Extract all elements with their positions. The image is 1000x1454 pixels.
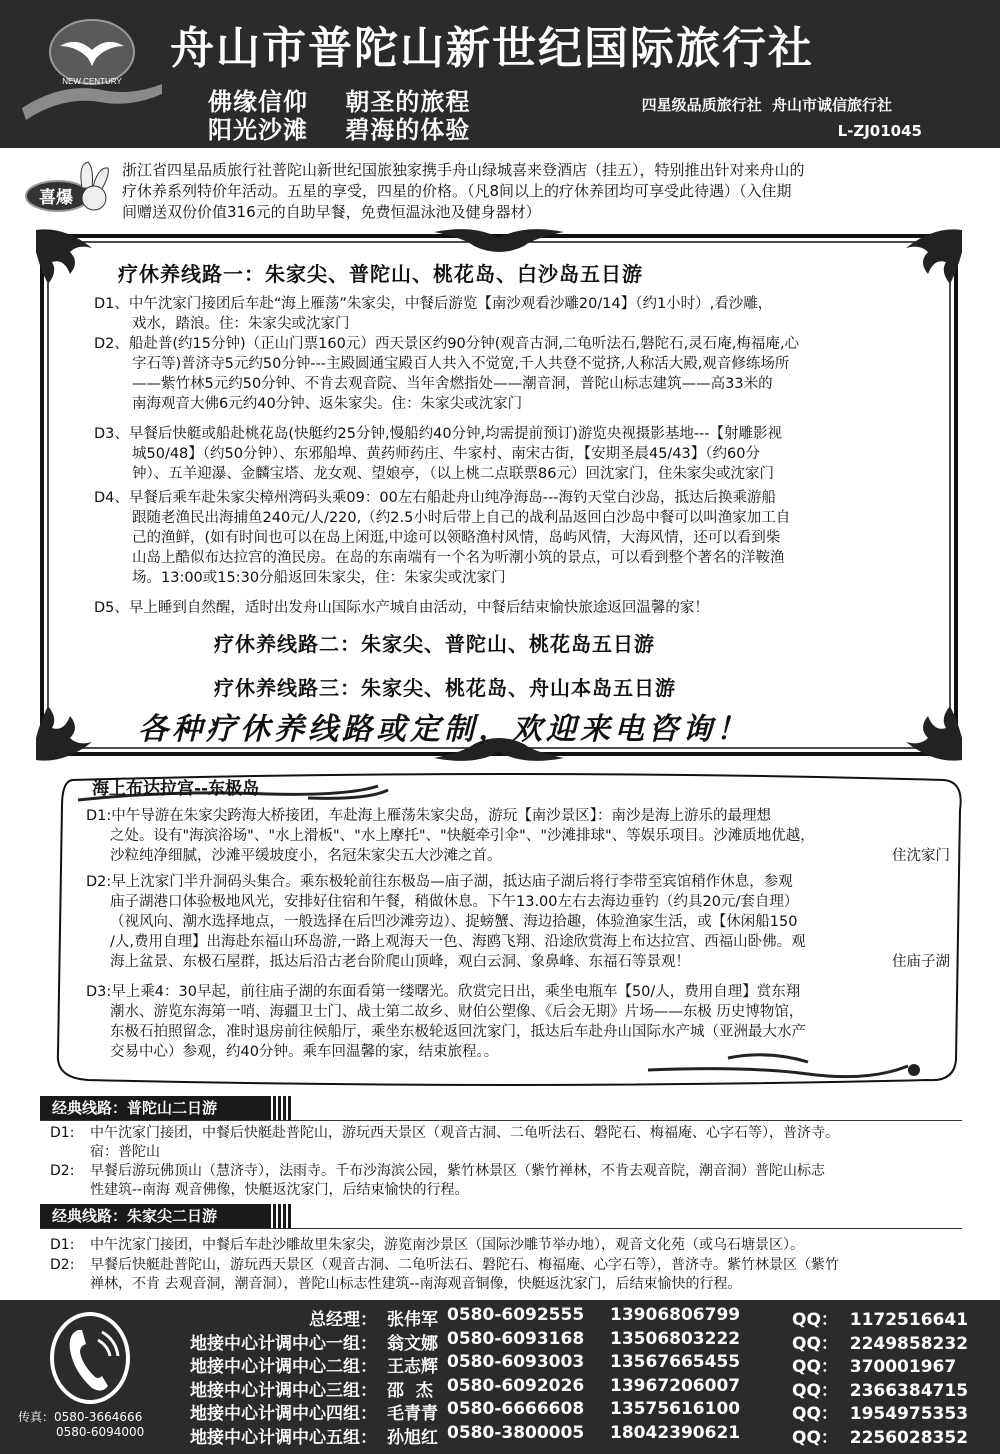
- contact-role: 总经理：: [309, 1310, 377, 1330]
- contact-phone: 0580-6093003: [447, 1352, 585, 1373]
- day-text: 早上乘4：30早起，前往庙子湖的东面看第一缕曙光。欣赏完日出，乘坐电瓶车【50/人，费用自理】赏东翔: [111, 984, 801, 1000]
- contact-phone: 0580-6092026: [447, 1375, 585, 1396]
- potala-day3: [86, 982, 806, 1062]
- fax-info: [18, 1410, 144, 1440]
- day-label: D5、: [94, 600, 129, 616]
- day-label: D2:: [50, 1163, 75, 1179]
- day-label: D1:: [50, 1237, 75, 1253]
- contact-role: 地接中心计调中心二组：: [190, 1357, 377, 1378]
- contact-role: 地接中心计调中心一组：: [190, 1333, 377, 1354]
- day-text: 早上沈家门半升洞码头集合。乘东极轮前往东极岛—庙子湖，抵达庙子湖后将行李带至宾馆稍作休息，参观: [111, 874, 793, 890]
- contact-name: 王志辉: [387, 1357, 438, 1378]
- slogan: [208, 88, 470, 144]
- potala-title: 海上布达拉宫--东极岛: [92, 779, 260, 799]
- intro-line: 间赠送双份价值316元的自助早餐，免费恒温泳池及健身器材）: [122, 203, 541, 221]
- classic1-title-bar: [40, 1096, 290, 1120]
- fax-number-2: 0580-6094000: [56, 1425, 145, 1439]
- day-label: D1:: [50, 1125, 75, 1141]
- intro-line: 浙江省四星品质旅行社普陀山新世纪国旅独家携手舟山绿城喜来登酒店（挂五），特别推出针对来舟山的: [122, 161, 805, 179]
- bird-logo-icon: [22, 12, 162, 122]
- fax-number-1: 0580-3664666: [54, 1410, 143, 1424]
- contact-mobile: 13575616100: [610, 1399, 741, 1420]
- day-label: D4、: [94, 490, 129, 506]
- classic1-title: 经典线路：普陀山二日游: [52, 1099, 218, 1117]
- contact-role: 地接中心计调中心三组：: [190, 1380, 377, 1401]
- day-text: 早餐后游玩佛顶山（慧济寺），法雨寺。千布沙海滨公园，紫竹林景区（紫竹禅林，不肯去观音院，潮音洞）普陀山标志: [90, 1163, 825, 1179]
- divider: [40, 1228, 962, 1229]
- potala-day2: [86, 872, 950, 972]
- contact-role: 地接中心计调中心五组：: [190, 1427, 377, 1448]
- credential-text: 四星级品质旅行社 舟山市诚信旅行社: [641, 96, 893, 114]
- classic2-title-bar: [40, 1204, 290, 1228]
- contact-qq: QQ： 370001967: [792, 1357, 957, 1378]
- day-text: 钟）、五羊迎瀑、金麟宝塔、龙女观、望娘亭，（以上桃二点联票86元）回沈家门，住朱家尖或沈家门: [132, 466, 774, 482]
- route2-title: 疗休养线路二：朱家尖、普陀山、桃花岛五日游: [214, 632, 655, 656]
- contact-qq: QQ： 1954975353: [792, 1404, 969, 1425]
- license-number: L-ZJ01045: [837, 122, 922, 140]
- intro-line: 疗休养系列特价年活动。五星的享受，四星的价格。（凡8间以上的疗休养团均可享受此待遇）（入住期: [122, 182, 792, 200]
- contact-role: 地接中心计调中心四组：: [190, 1404, 377, 1425]
- route1-day4: [94, 488, 790, 588]
- classic2-day2: [50, 1256, 839, 1294]
- contact-phone: 0580-6092555: [447, 1305, 585, 1325]
- route1-day2: [94, 334, 799, 414]
- contact-mobile: 13506803222: [610, 1328, 741, 1349]
- day-text: 早餐后快艇或船赴桃花岛(快艇约25分钟,慢船约40分钟,均需提前预订)游览央视摄影基地---【射雕影视: [128, 426, 783, 442]
- route1-day3: [94, 424, 782, 484]
- day-label: D1、: [94, 296, 129, 312]
- day-label: D2:: [86, 874, 112, 890]
- route1-day5: [94, 598, 709, 618]
- day-text: 中午沈家门接团，中餐后快艇赴普陀山，游玩西天景区（观音古洞、二龟听法石、磐陀石、梅福庵、心字石等），普济寺。: [90, 1125, 839, 1141]
- contact-phone: 0580-6666608: [447, 1399, 585, 1420]
- route3-title: 疗休养线路三：朱家尖、桃花岛、舟山本岛五日游: [214, 676, 676, 700]
- day-text: 早上睡到自然醒，适时出发舟山国际水产城自由活动，中餐后结束愉快旅途返回温馨的家！: [128, 600, 709, 616]
- day-label: D2、: [94, 336, 129, 352]
- contact-name: 翁文娜: [387, 1333, 438, 1354]
- contact-phone: 0580-6093168: [447, 1328, 585, 1349]
- day-text: 早餐后乘车赴朱家尖樟州湾码头乘09：00左右船赴舟山纯净海岛---海钓天堂白沙岛，抵达后换乘游船: [128, 490, 776, 506]
- footer: [0, 1300, 1000, 1454]
- day-text: 东极石拍照留念，准时退房前往候船厅，乘坐东极轮返回沈家门，抵达后车赴舟山国际水产城（亚洲最大水产: [110, 1024, 806, 1040]
- potala-day1: [86, 806, 950, 866]
- day-label: D2:: [50, 1257, 75, 1273]
- rabbit-badge-icon: [22, 158, 114, 214]
- day-text: 中午沈家门接团后车赴“海上雁荡”朱家尖，中餐后游览【南沙观看沙雕20/14】（约1小时）,看沙雕，: [128, 296, 773, 312]
- slogan-line-1: 佛缘信仰 朝圣的旅程: [208, 88, 471, 116]
- slogan-line-2: 阳光沙滩 碧海的体验: [208, 116, 471, 144]
- day-text: 场。13:00或15:30分船返回朱家尖，住：朱家尖或沈家门: [132, 570, 506, 586]
- day-label: D1:: [86, 808, 112, 824]
- day-text: 字石等)普济寺5元约50分钟---主殿圆通宝殿百人共入不觉宽,千人共登不觉挤,人称活大殿,观音修练场所: [132, 356, 790, 372]
- classic1-day2: [50, 1162, 825, 1200]
- day-text: 庙子湖港口体验极地风光，安排好住宿和午餐，稍做休息。下午13.00左右去海边垂钓（约具20元/套自理）: [110, 894, 799, 910]
- classic1-day1: [50, 1124, 839, 1162]
- day-text: 跟随老渔民出海捕鱼240元/人/220,（约2.5小时后带上自己的战利品返回白沙岛中餐可以叫渔家加工自: [132, 510, 791, 526]
- contact-name: 毛青青: [387, 1404, 438, 1425]
- intro-text: [122, 160, 962, 223]
- logo-text: NEW CENTURY: [62, 77, 122, 86]
- agency-title: 舟山市普陀山新世纪国际旅行社: [170, 23, 814, 74]
- contact-mobile: 13567665455: [610, 1352, 741, 1373]
- day-text: 中午导游在朱家尖跨海大桥接团，车赴海上雁荡朱家尖岛，游玩【南沙景区】：南沙是海上游乐的最理想: [111, 808, 772, 824]
- phone-icon: [48, 1310, 132, 1406]
- day-text: 之处。设有"海滨浴场"、"水上滑板"、"水上摩托"、"快艇牵引伞"、"沙滩排球"、等娱乐项目。沙滩质地优越，: [110, 828, 815, 844]
- fax-label: 传真：: [18, 1410, 55, 1424]
- header: [0, 0, 1000, 148]
- day-text: 沙粒纯净细腻，沙滩平缓坡度小，名冠朱家尖五大沙滩之首。: [110, 848, 502, 864]
- day-text: /人,费用自理】出海赴东福山环岛游,一路上观海天一色、海鸥飞翔、沿途欣赏海上布达拉宫、西福山卧佛。观: [110, 934, 806, 950]
- custom-slogan: 各种疗休养线路或定制，欢迎来电咨询！: [138, 712, 750, 747]
- day-text: 南海观音大佛6元约40分钟、返朱家尖。住：朱家尖或沈家门: [132, 396, 523, 412]
- day-text: 城50/48】（约50分钟）、东邪船埠、黄药师药庄、牛家村、南宋古街，【安期圣晨45/43】（约60分: [132, 446, 760, 462]
- route1-title: 疗休养线路一：朱家尖、普陀山、桃花岛、白沙岛五日游: [118, 262, 643, 286]
- day-text: ——紫竹林5元约50分钟、不肯去观音院、当年舍燃指处——潮音洞，普陀山标志建筑——高33米的: [132, 376, 773, 392]
- contact-name: 孙旭红: [387, 1427, 438, 1448]
- day-text: （视风向、潮水选择地点，一般选择在后凹沙滩旁边）、捉螃蟹、海边拾趣，体验渔家生活，或【休闲船150: [110, 914, 798, 930]
- day-text: 早餐后快艇赴普陀山，游玩西天景区（观音古洞、二龟听法石、磐陀石、梅福庵、心字石等），普济寺。紫竹林景区（紫竹: [90, 1257, 839, 1273]
- day-label: D3、: [94, 426, 129, 442]
- classic2-title: 经典线路：朱家尖二日游: [52, 1207, 218, 1225]
- stay-text: 住沈家门: [892, 848, 950, 864]
- day-text: 宿：普陀山: [90, 1144, 160, 1160]
- contact-mobile: 13967206007: [610, 1375, 741, 1396]
- stay-text: 住庙子湖: [892, 954, 950, 970]
- day-text: 山岛上酷似布达拉宫的渔民房。在岛的东南端有一个名为听潮小筑的景点，可以看到整个著名的洋鞍渔: [132, 550, 785, 566]
- divider: [40, 1120, 962, 1121]
- classic2-day1: [50, 1236, 804, 1255]
- day-text: 禅林，不肯 去观音洞，潮音洞），普陀山标志性建筑--南海观音铜像，快艇返沈家门，后结束愉快的行程。: [90, 1276, 742, 1292]
- day-text: 潮水、游览东海第一哨、海疆卫士门、战士第二故乡、财伯公塑像、《后会无期》片场——东极 历史博物馆，: [110, 1004, 804, 1020]
- day-text: 海上盆景、东极石屋群，抵达后沿古老台阶爬山顶峰，观白云洞、象鼻峰、东福石等景观！: [110, 954, 690, 970]
- contact-name: 张伟军: [387, 1310, 438, 1330]
- day-text: 中午沈家门接团，中餐后车赴沙雕故里朱家尖，游览南沙景区（国际沙雕节举办地），观音文化苑（或乌石塘景区）。: [90, 1237, 804, 1253]
- route1-day1: [94, 294, 772, 334]
- contact-phone: 0580-3800005: [447, 1422, 585, 1443]
- day-text: 己的渔鲜，(如有时间也可以在岛上闲逛,中途可以领略渔村风情，岛屿风情，大海风情，还可以看到柴: [132, 530, 781, 546]
- stripes-decoration: [268, 1096, 292, 1120]
- header-credentials: [642, 92, 922, 144]
- contact-mobile: 13906806799: [610, 1305, 741, 1325]
- contact-qq: QQ： 2256028352: [792, 1427, 969, 1448]
- day-label: D3:: [86, 984, 112, 1000]
- day-text: 性建筑--南海 观音佛像，快艇返沈家门，后结束愉快的行程。: [90, 1182, 469, 1198]
- day-text: 交易中心）参观，约40分钟。乘车回温馨的家，结束旅程。。: [110, 1044, 499, 1060]
- day-text: 戏水，踏浪。住：朱家尖或沈家门: [132, 316, 350, 332]
- badge-text: 喜爆: [39, 188, 73, 208]
- stripes-decoration: [268, 1204, 292, 1228]
- contact-qq: QQ： 1172516641: [792, 1310, 969, 1330]
- contact-mobile: 18042390621: [610, 1422, 741, 1443]
- contact-name: 邵 杰: [387, 1380, 433, 1401]
- contact-qq: QQ： 2366384715: [792, 1380, 969, 1401]
- contact-qq: QQ： 2249858232: [792, 1333, 969, 1354]
- day-text: 船赴普(约15分钟)（正山门票160元）西天景区约90分钟(观音古洞,二龟听法石,磐陀石,灵石庵,梅福庵,心: [128, 336, 799, 352]
